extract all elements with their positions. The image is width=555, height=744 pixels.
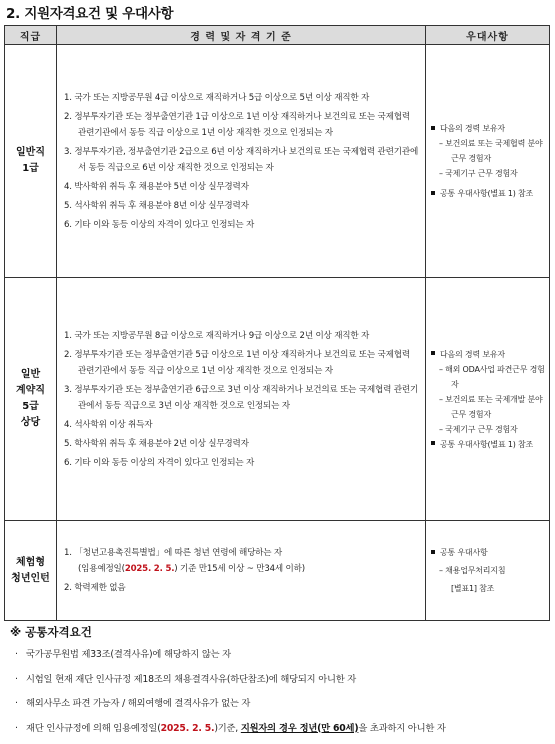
requirement-item: 2. 정부투자기관 또는 정부출연기관 5급 이상으로 1년 이상 재직하거나 보건의료 또는 국제협력 관련기관에서 동등 직급 이상으로 1년 이상 재직한 것으로 인정되는 자 <box>64 349 410 376</box>
highlight-date: 2025. 2. 5. <box>124 564 175 574</box>
requirement-item: 4. 박사학위 취득 후 채용분야 5년 이상 실무경력자 <box>64 181 249 192</box>
grade-line: 상당 <box>20 417 41 428</box>
requirements-table <box>4 25 550 621</box>
common-item: · 시험일 현재 재단 인사규정 제18조의 채용결격사유(하단참조)에 해당되지 아니한 자 <box>15 673 357 685</box>
preference-tail: 공통 우대사항(별표 1) 참조 <box>431 437 546 452</box>
preference-head: 다음의 경력 보유자 <box>431 347 546 362</box>
header-grade: 직급 <box>5 26 57 45</box>
preferences-cell <box>426 278 550 521</box>
grade-line: 계약직 <box>16 385 45 396</box>
square-bullet-icon <box>431 441 435 445</box>
preference-sub: – 채용업무처리지침 <box>439 566 506 575</box>
requirement-item: 2. 정부투자기관 또는 정부출연기관 1급 이상으로 1년 이상 재직하거나 보건의료 또는 국제협력 관련기관에서 동등 직급 이상으로 1년 이상 재직한 것으로 인정되는 자 <box>64 111 410 138</box>
square-bullet-icon <box>431 126 435 130</box>
requirement-item: 5. 석사학위 취득 후 채용분야 8년 이상 실무경력자 <box>64 200 249 211</box>
table-row-youth-intern <box>5 521 550 621</box>
bullet-dot-icon: · <box>15 649 18 660</box>
common-requirements <box>10 624 550 744</box>
requirement-item: 6. 기타 이와 동등 이상의 자격이 있다고 인정되는 자 <box>64 219 255 230</box>
preference-head: 다음의 경력 보유자 <box>431 121 546 136</box>
table-header-row <box>5 26 550 45</box>
requirements-cell <box>57 278 426 521</box>
requirement-item: 1. 국가 또는 지방공무원 4급 이상으로 재직하거나 5급 이상으로 5년 이상 재직한 자 <box>64 92 370 103</box>
grade-line: 체험형 <box>16 556 45 568</box>
grade-line: 일반 <box>20 369 41 380</box>
preference-head: 공통 우대사항 <box>431 545 546 560</box>
grade-line: 일반직 <box>16 147 45 158</box>
grade-line: 1급 <box>22 163 39 174</box>
requirement-item: 4. 석사학위 이상 취득자 <box>64 419 153 430</box>
common-item: · 재단 인사규정에 의해 임용예정일(2025. 2. 5.)기준, 지원자의 경우 정년(만 60세)을 초과하지 아니한 자 <box>15 722 446 734</box>
header-preferences: 우대사항 <box>426 26 550 45</box>
common-item: · 해외사무소 파견 가능자 / 해외여행에 결격사유가 없는 자 <box>15 698 251 709</box>
preference-sub: – 국제기구 근무 경험자 <box>439 424 518 434</box>
bullet-dot-icon: · <box>15 722 18 734</box>
requirements-cell <box>57 45 426 278</box>
preference-sub: – 보건의료 또는 국제개발 분야 근무 경험자 <box>439 394 543 419</box>
requirements-cell <box>57 521 426 621</box>
section-title: 2. 지원자격요건 및 우대사항 <box>6 6 174 22</box>
bullet-dot-icon: · <box>15 673 18 685</box>
preferences-cell <box>426 521 550 621</box>
preference-sub: [별표1] 참조 <box>451 584 495 593</box>
preference-sub: – 해외 ODA사업 파견근무 경험자 <box>439 364 545 389</box>
requirement-item: 3. 정부투자기관, 정부출연기관 2급으로 6년 이상 재직하거나 보건의료 또는 국제협력 관련기관에서 동등 직급으로 6년 이상 재직한 것으로 인정되는 자 <box>64 146 419 173</box>
preferences-cell <box>426 45 550 278</box>
requirement-item: 6. 기타 이와 동등 이상의 자격이 있다고 인정되는 자 <box>64 457 255 468</box>
square-bullet-icon <box>431 351 435 355</box>
grade-line: 청년인턴 <box>11 572 50 584</box>
requirement-item: 2. 학력제한 없음 <box>64 583 126 593</box>
highlight-date: 2025. 2. 5. <box>160 722 215 734</box>
bullet-dot-icon: · <box>15 698 18 709</box>
requirement-detail: (임용예정일(2025. 2. 5.) 기준 만15세 이상 ~ 만34세 이하) <box>78 564 305 574</box>
retirement-age-emphasis: 지원자의 경우 정년(만 60세) <box>240 722 359 734</box>
table-row-contract-grade5 <box>5 278 550 521</box>
preference-sub: – 보건의료 또는 국제협력 분야 근무 경험자 <box>439 139 543 163</box>
preference-sub: – 국제기구 근무 경험자 <box>439 169 518 178</box>
table-row-general-grade1 <box>5 45 550 278</box>
square-bullet-icon <box>431 191 435 195</box>
requirement-item: 5. 학사학위 취득 후 채용분야 2년 이상 실무경력자 <box>64 438 249 449</box>
header-requirements: 경 력 및 자 격 기 준 <box>57 26 426 45</box>
grade-cell <box>5 278 57 521</box>
grade-line: 5급 <box>22 401 39 412</box>
requirement-item: 3. 정부투자기관 또는 정부출연기관 6급으로 3년 이상 재직하거나 보건의료 또는 국제협력 관련기관에서 동등 직급으로 3년 이상 재직한 것으로 인정되는 자 <box>64 384 419 411</box>
preference-tail: 공통 우대사항(별표 1) 참조 <box>431 186 546 201</box>
square-bullet-icon <box>431 550 435 554</box>
common-item: · 국가공무원법 제33조(결격사유)에 해당하지 않는 자 <box>15 649 231 660</box>
requirement-item: 1. 국가 또는 지방공무원 8급 이상으로 재직하거나 9급 이상으로 2년 이상 재직한 자 <box>64 330 370 341</box>
requirement-item: 1. 「청년고용촉진특별법」에 따른 청년 연령에 해당하는 자 <box>64 548 283 558</box>
grade-cell <box>5 521 57 621</box>
grade-cell <box>5 45 57 278</box>
common-requirements-title: ※ 공통자격요건 <box>10 625 92 639</box>
